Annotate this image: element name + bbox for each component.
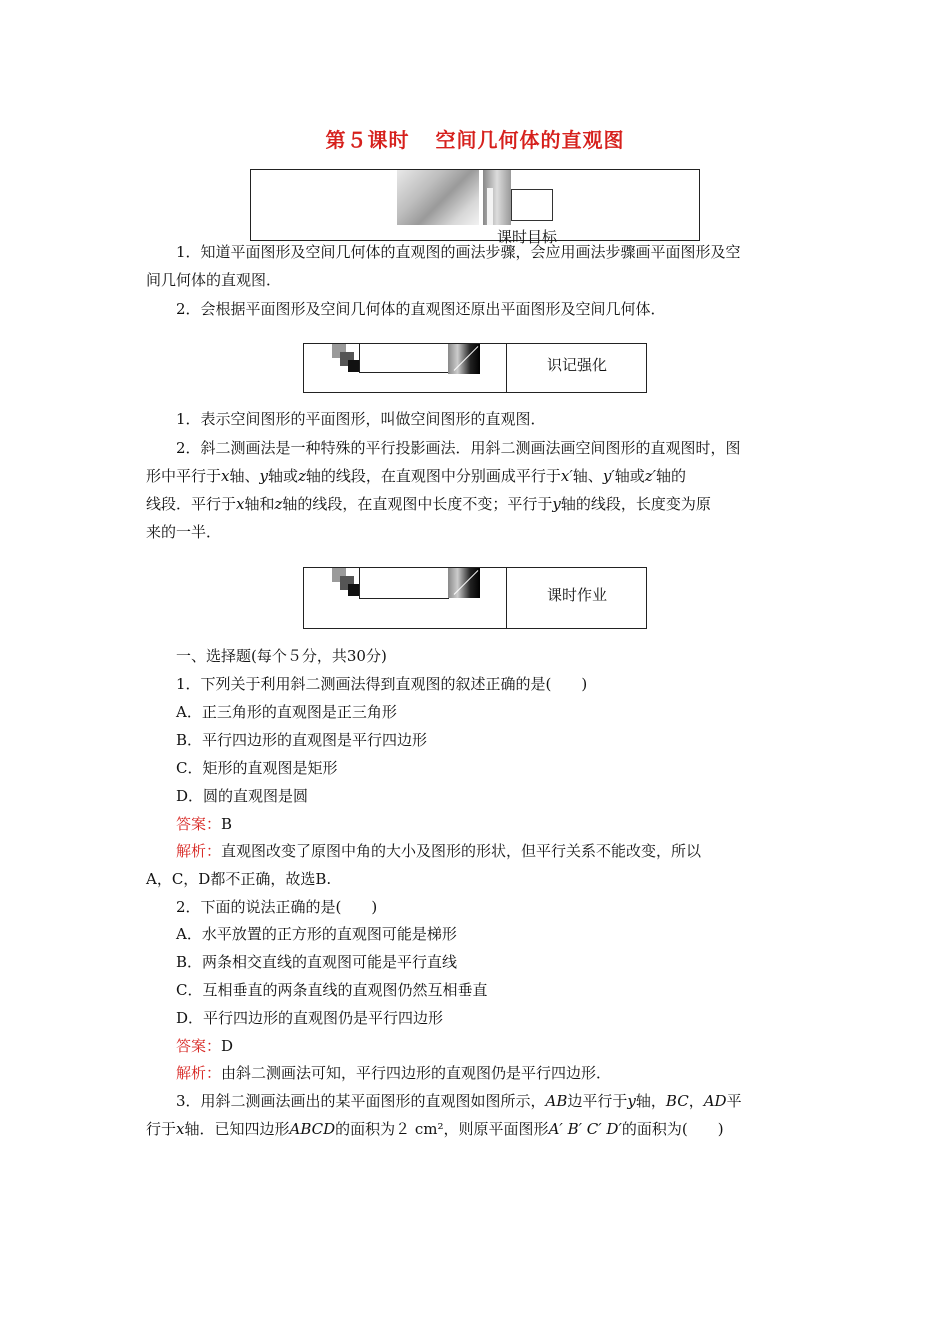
text: 边平行于	[567, 1092, 628, 1110]
var-bc: BC	[665, 1092, 689, 1110]
banner-decoration-bar	[487, 188, 493, 225]
banner-decoration	[397, 170, 479, 225]
note-2a: 2．斜二测画法是一种特殊的平行投影画法．用斜二测画法画空间图形的直观图时，图	[176, 439, 741, 457]
text: 的面积为( )	[621, 1120, 724, 1138]
banner-pen-icon	[448, 344, 480, 374]
q1-option-b: B．平行四边形的直观图是平行四边形	[176, 731, 428, 749]
text: 行于	[146, 1120, 177, 1138]
note-2d: 来的一半．	[146, 523, 222, 541]
q1-option-d: D．圆的直观图是圆	[176, 787, 309, 805]
var-x: x	[176, 1120, 185, 1138]
lesson-number: 第５课时	[325, 128, 410, 152]
goal-1a: 1．知道平面图形及空间几何体的直观图的画法步骤，会应用画法步骤画平面图形及空	[176, 243, 741, 261]
answer-value: B	[221, 815, 233, 833]
q1-answer	[176, 814, 836, 834]
text: 平	[726, 1092, 742, 1110]
text: 轴或	[614, 467, 645, 485]
q2-option-d: D．平行四边形的直观图仍是平行四边形	[176, 1009, 444, 1027]
var-x: x	[221, 467, 230, 485]
q1-stem: 1．下列关于利用斜二测画法得到直观图的叙述正确的是( )	[176, 675, 588, 693]
banner-pen-icon	[448, 568, 480, 598]
var-y: y	[627, 1092, 636, 1110]
q2-option-c: C．互相垂直的两条直线的直观图仍然互相垂直	[176, 981, 488, 999]
text: 轴、	[572, 467, 603, 485]
var-y-prime: y′	[602, 467, 615, 485]
text: 形中平行于	[146, 467, 222, 485]
answer-label: 答案：	[176, 1037, 222, 1055]
var-y: y	[259, 467, 268, 485]
q1-analysis-cont: A，C，D都不正确，故选B.	[146, 870, 332, 888]
var-ab: AB	[545, 1092, 568, 1110]
q2-option-b: B．两条相交直线的直观图可能是平行直线	[176, 953, 458, 971]
text: 轴和	[244, 495, 275, 513]
text: 轴，	[635, 1092, 666, 1110]
banner-homework-label: 课时作业	[546, 586, 607, 604]
text: 的面积为２ cm²，则原平面图形	[335, 1120, 549, 1138]
text: 3．用斜二测画法画出的某平面图形的直观图如图所示，	[176, 1092, 546, 1110]
banner-homework	[303, 567, 647, 629]
text: 轴、	[229, 467, 260, 485]
text: ，	[688, 1092, 704, 1110]
q1-option-c: C．矩形的直观图是矩形	[176, 759, 338, 777]
text: 轴或	[267, 467, 298, 485]
text: 轴的线段，在直观图中分别画成平行于	[305, 467, 561, 485]
var-y: y	[552, 495, 561, 513]
var-x: x	[236, 495, 245, 513]
banner-memorize	[303, 343, 647, 393]
note-1: 1．表示空间图形的平面图形，叫做空间图形的直观图．	[176, 410, 546, 428]
text: 轴．已知四边形	[184, 1120, 290, 1138]
q3-stem-2	[146, 1119, 806, 1139]
var-figure: A′ B′ C′ D′	[548, 1120, 622, 1138]
analysis-label: 解析：	[176, 1064, 222, 1082]
text: 轴的线段，长度变为原	[560, 495, 711, 513]
banner-decoration-box	[511, 189, 553, 221]
q2-stem: 2．下面的说法正确的是( )	[176, 898, 378, 916]
q2-option-a: A．水平放置的正方形的直观图可能是梯形	[176, 925, 457, 943]
analysis-text: 直观图改变了原图中角的大小及图形的形状，但平行关系不能改变，所以	[221, 842, 702, 860]
goal-1b: 间几何体的直观图．	[146, 271, 282, 289]
var-x-prime: x′	[560, 467, 573, 485]
banner-inner-box	[359, 344, 449, 373]
banner-memorize-label: 识记强化	[546, 356, 607, 374]
var-abcd: ABCD	[289, 1120, 336, 1138]
analysis-label: 解析：	[176, 842, 222, 860]
analysis-text: 由斜二测画法可知，平行四边形的直观图仍是平行四边形．	[221, 1064, 612, 1082]
page-title	[0, 124, 950, 153]
var-z-prime: z′	[644, 467, 657, 485]
var-ad: AD	[703, 1092, 727, 1110]
q1-analysis	[176, 841, 836, 861]
var-z: z	[274, 495, 283, 513]
goal-2: 2．会根据平面图形及空间几何体的直观图还原出平面图形及空间几何体．	[176, 300, 666, 318]
answer-value: D	[221, 1037, 234, 1055]
text: 轴的线段，在直观图中长度不变；平行于	[282, 495, 553, 513]
answer-label: 答案：	[176, 815, 222, 833]
banner-inner-box	[359, 568, 449, 599]
section-title: 一、选择题(每个５分，共30分)	[176, 647, 387, 665]
note-2c	[146, 494, 806, 514]
text: 轴的	[656, 467, 687, 485]
q1-option-a: A．正三角形的直观图是正三角形	[176, 703, 397, 721]
lesson-topic: 空间几何体的直观图	[435, 128, 625, 152]
q3-stem-1	[176, 1091, 836, 1111]
note-2b	[146, 466, 806, 486]
q2-answer	[176, 1036, 836, 1056]
text: 线段．平行于	[146, 495, 237, 513]
var-z: z	[298, 467, 306, 485]
q2-analysis	[176, 1063, 836, 1083]
banner-goals	[250, 169, 700, 246]
banner-goals-label: 课时目标	[497, 228, 558, 246]
